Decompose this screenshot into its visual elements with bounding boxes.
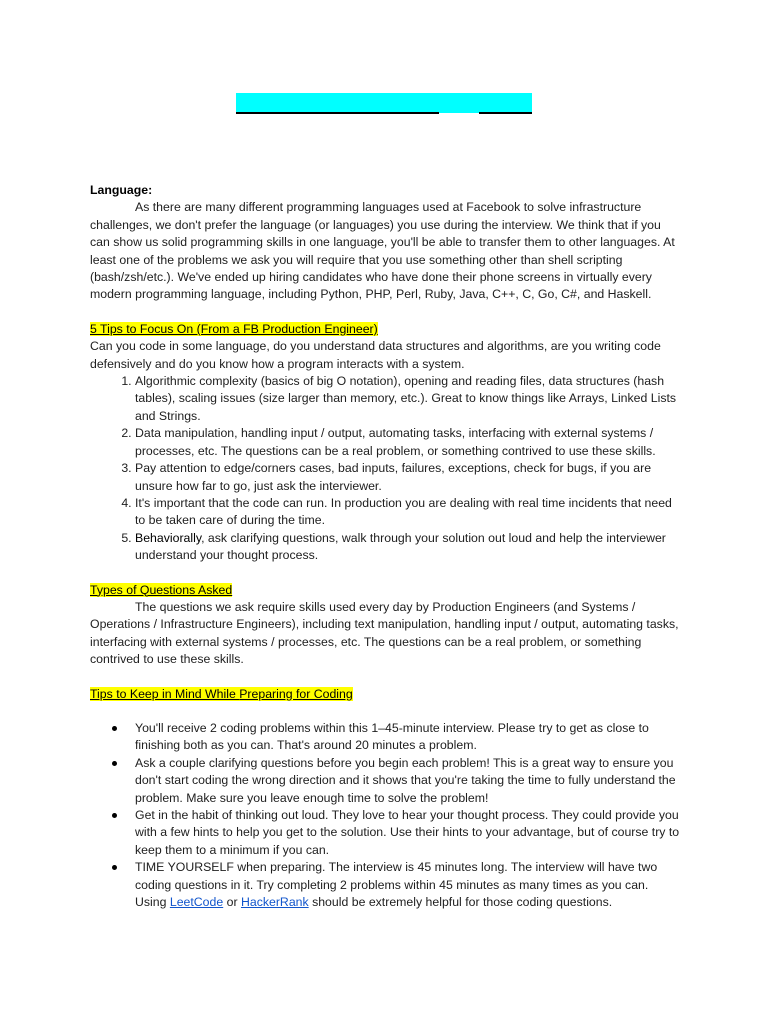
questions-paragraph: The questions we ask require skills used every day by Production Engineers (and Systems / Operations / Infrastructure Engineers), including text manipulation, handling input / output, automating tasks, interfacing with external systems / processes, etc. The questions can be a real problem, or something contrived to use these skills.	[90, 599, 679, 667]
coding-tips-list	[90, 720, 680, 911]
coding-tip-text-mid: or	[223, 895, 241, 910]
tips-intro: Can you code in some language, do you understand data structures and algorithms, are you writing code defensively and do you know how a program interacts with a system.	[90, 339, 661, 371]
language-section	[90, 182, 680, 304]
title-highlight-bar	[236, 93, 532, 113]
tip-item: 2. Data manipulation, handling input / output, automating tasks, interfacing with external systems / processes, etc. The questions can be a real problem, or something contrived to use these skills.	[135, 425, 680, 460]
coding-heading-part-b: Preparing for Coding	[239, 686, 353, 701]
tips-heading: 5 Tips to Focus On (From a FB Production Engineer)	[90, 321, 378, 336]
tip-item: 3. Pay attention to edge/corners cases, bad inputs, failures, exceptions, check for bugs, if you are unsure how far to go, just ask the interviewer.	[135, 460, 680, 495]
coding-heading-part-a: Tips to Keep in Mind While	[90, 686, 240, 701]
bullet-icon	[112, 865, 117, 870]
tips-section	[90, 321, 680, 565]
coding-tip-item	[135, 807, 680, 859]
title-underline-left	[236, 112, 439, 114]
document-body	[90, 182, 680, 911]
coding-heading	[90, 686, 680, 703]
tip-item	[135, 530, 680, 565]
language-paragraph: As there are many different programming languages used at Facebook to solve infrastructure challenges, we don't prefer the language (or languages) you use during the interview. We think that if you can show us solid programming skills in one language, you'll be able to transfer them to other languages. At least one of the problems we ask you will require that you use something other than shell scripting (bash/zsh/etc.). We've ended up hiring candidates who have done their phone screens in virtually every modern programming language, including Python, PHP, Perl, Ruby, Java, C++, C, Go, C#, and Haskell.	[90, 200, 675, 302]
tip-item: 1. Algorithmic complexity (basics of big O notation), opening and reading files, data structures (hash tables), scaling issues (size larger than memory, etc.). Great to know things like Arrays, Linked Lists and Strings.	[135, 373, 680, 425]
coding-tip-item	[135, 859, 680, 911]
coding-tip-text: You'll receive 2 coding problems within this 1–45-minute interview. Please try to get as close to finishing both as you can. That's around 20 minutes a problem.	[135, 720, 649, 753]
bullet-icon	[112, 813, 117, 818]
coding-tip-item	[135, 755, 680, 807]
tips-list	[90, 373, 680, 564]
tip5-rest: , ask clarifying questions, walk through your solution out loud and help the interviewer understand your thought process.	[135, 530, 666, 563]
tip-item: 4. It's important that the code can run. In production you are dealing with real time incidents that need to be taken care of during the time.	[135, 495, 680, 530]
coding-tip-text: Ask a couple clarifying questions before you begin each problem! This is a great way to ensure you don't start coding the wrong direction and it shows that you're taking the time to fully understand the problem. Make sure you leave enough time to solve the problem!	[135, 755, 676, 805]
language-label: Language:	[90, 183, 153, 197]
title-cyan-block	[236, 93, 532, 113]
coding-tip-item	[135, 720, 680, 755]
tip5-bold: Behaviorally	[135, 530, 202, 545]
hackerrank-link[interactable]: HackerRank	[240, 895, 309, 910]
questions-heading: Types of Questions Asked	[90, 582, 233, 597]
coding-tip-text-pre: TIME YOURSELF when preparing. The interview is 45 minutes long. The interview will have two coding questions in it. Try completing 2 problems within 45 minutes as many times as you can. Using	[135, 860, 658, 910]
leetcode-link[interactable]: LeetCode	[169, 895, 224, 910]
questions-section	[90, 582, 680, 669]
coding-tip-text-post: should be extremely helpful for those coding questions.	[308, 895, 613, 910]
bullet-icon	[112, 726, 117, 731]
coding-tip-text: Get in the habit of thinking out loud. They love to hear your thought process. They could provide you with a few hints to help you get to the solution. Use their hints to your advantage, but of course try to keep them to a minimum if you can.	[135, 808, 680, 857]
bullet-icon	[112, 761, 117, 766]
title-underline-right	[479, 112, 532, 114]
coding-section	[90, 686, 680, 912]
